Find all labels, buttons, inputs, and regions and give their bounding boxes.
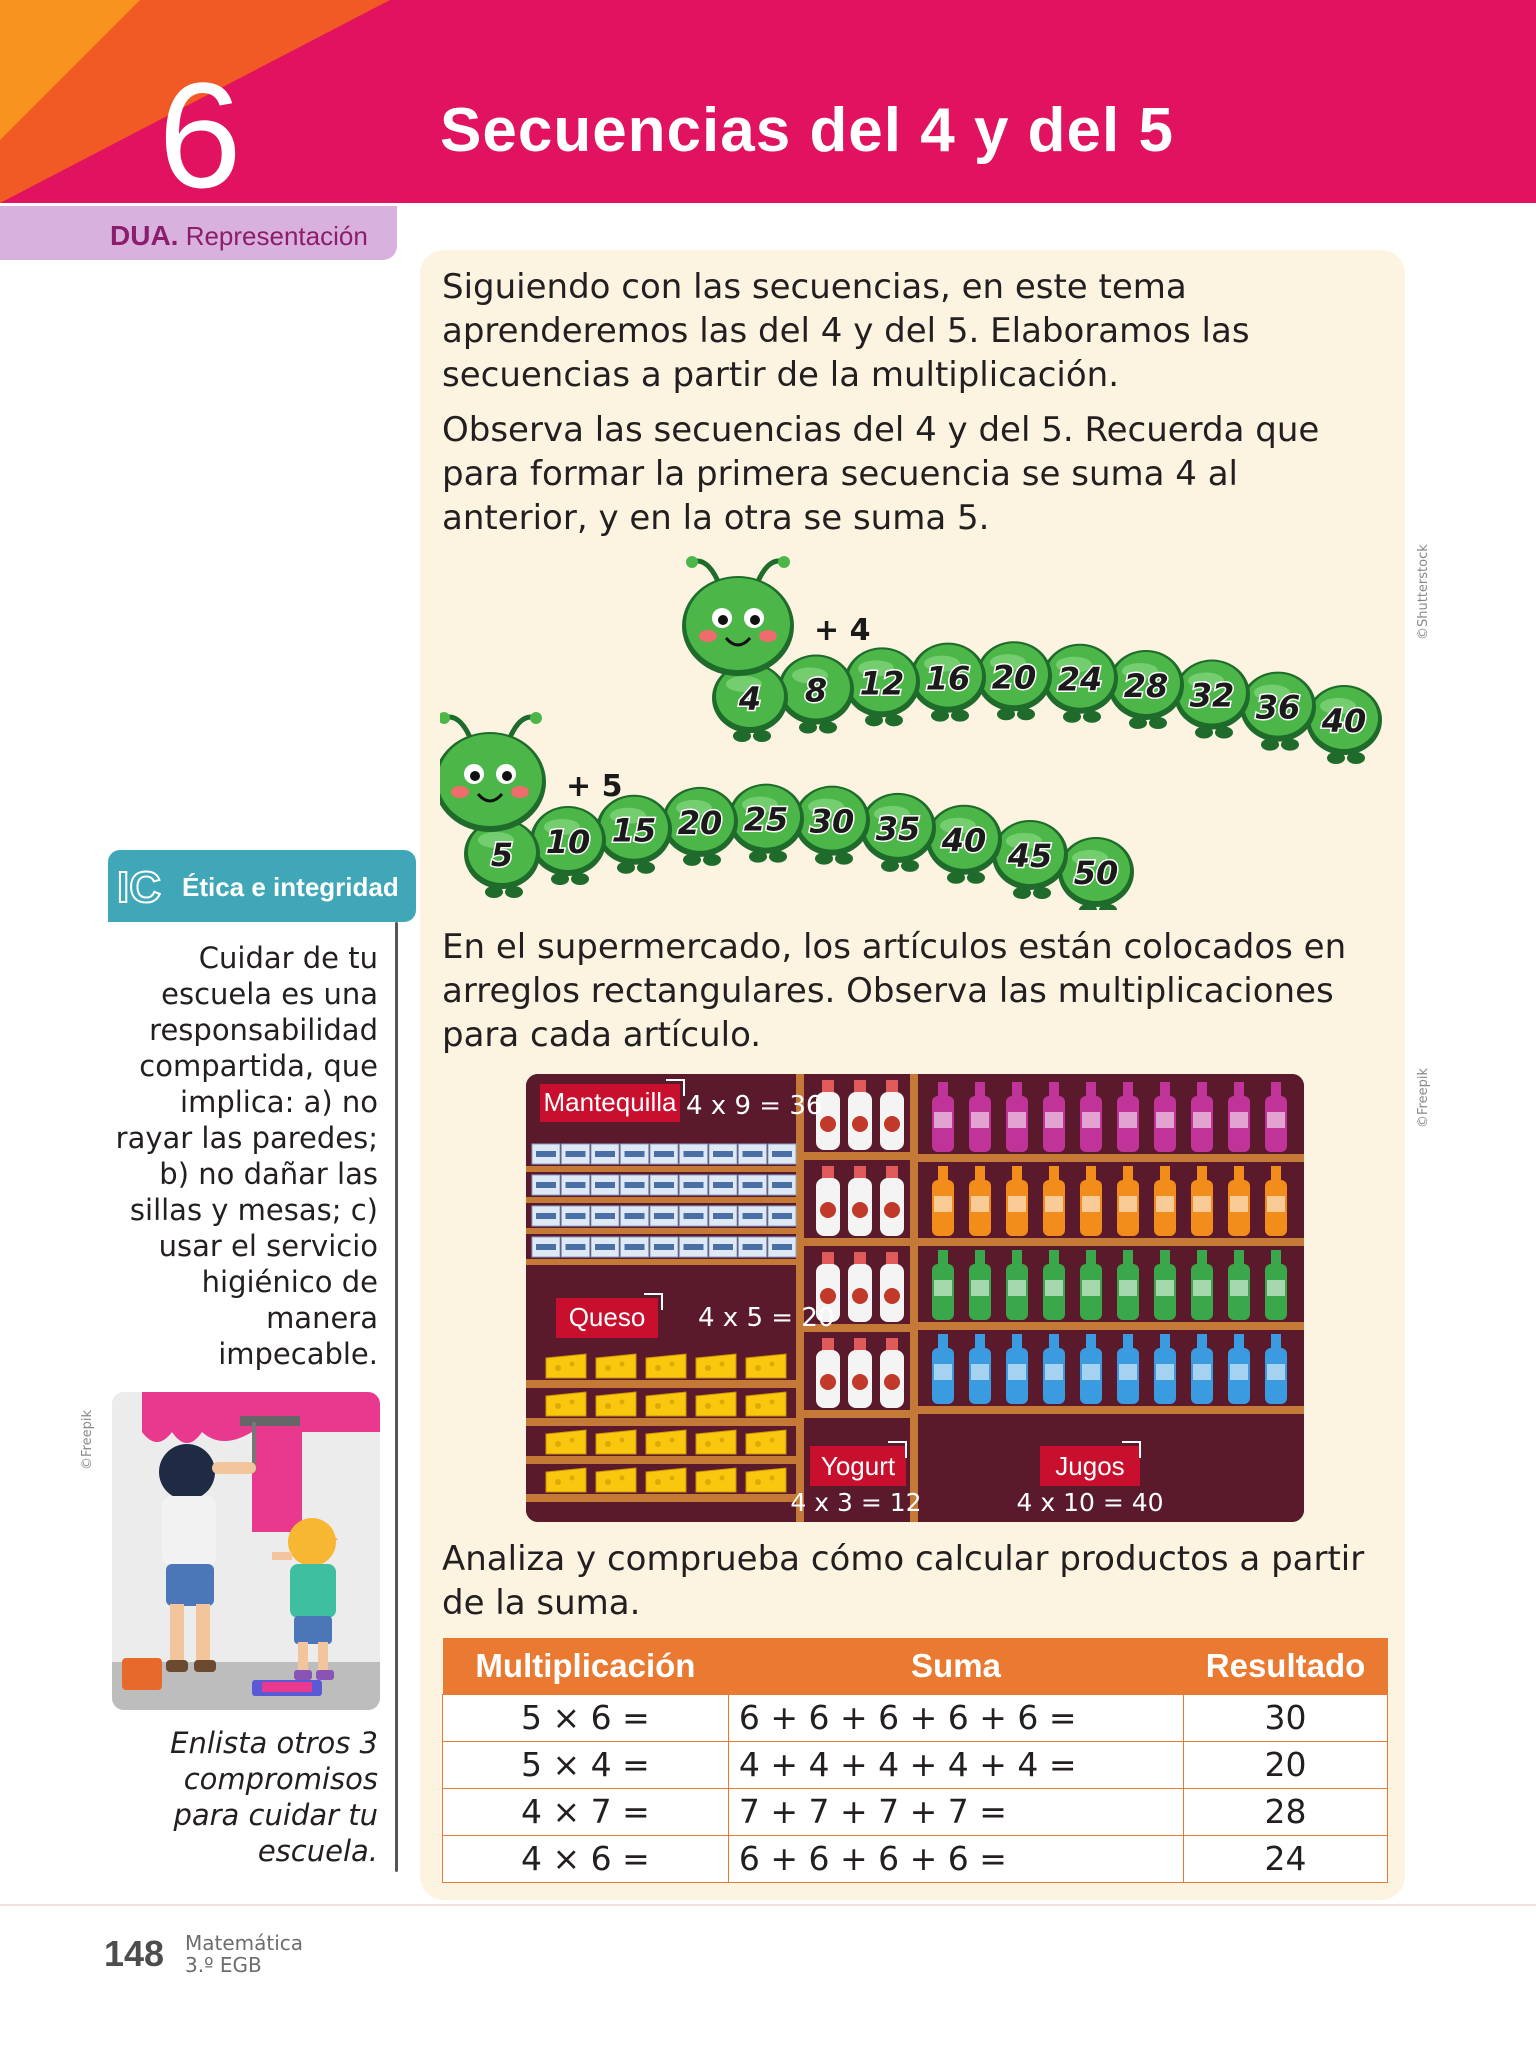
grade-name: 3.º EGB	[185, 1953, 262, 1977]
cell-multiplication: 4 × 6 =	[443, 1835, 729, 1882]
ethics-title: Ética e integridad	[182, 872, 399, 902]
caterpillar-segment	[1042, 644, 1118, 714]
caterpillar-segment	[844, 647, 920, 717]
caterpillar-number: 40	[1321, 702, 1367, 740]
caterpillar-segment	[1058, 837, 1134, 907]
footer-divider	[0, 1904, 1536, 1906]
table-row	[443, 1741, 1388, 1788]
cell-multiplication: 5 × 6 =	[443, 1694, 729, 1741]
multiplication-table	[442, 1638, 1388, 1883]
freepik-credit-left: ©Freepik	[80, 1410, 95, 1470]
step-label: + 4	[814, 613, 871, 648]
cell-result: 30	[1184, 1694, 1388, 1741]
caterpillar-number: 25	[743, 800, 789, 839]
header-multiplicacion: Multiplicación	[443, 1638, 729, 1694]
cell-multiplication: 4 × 7 =	[443, 1788, 729, 1835]
header-resultado: Resultado	[1184, 1638, 1388, 1694]
caterpillar-number: 5	[490, 836, 514, 874]
unit-header	[0, 0, 1536, 203]
intro-paragraph-1: Siguiendo con las secuencias, en este tema aprenderemos las del 4 y del 5. Elaboramos las secuencias a partir de la multiplicación.	[442, 267, 1250, 395]
caterpillar-segment	[926, 805, 1002, 875]
kids-painting-illustration	[112, 1392, 380, 1710]
caterpillar-segment	[728, 784, 804, 854]
page-title: Secuencias del 4 y del 5	[440, 96, 1174, 165]
caterpillar-segment	[530, 806, 606, 876]
ic-logo-text: IC	[117, 863, 161, 910]
eq-yogurt: 4 x 3 = 12	[790, 1488, 922, 1517]
caterpillar-number: 16	[925, 659, 971, 698]
table-row	[443, 1694, 1388, 1741]
caterpillar-segment	[860, 793, 936, 863]
eq-mantequilla: 4 x 9 = 36	[686, 1091, 823, 1121]
step-label: + 5	[566, 769, 623, 804]
caterpillar-number: 30	[809, 802, 855, 841]
header-suma: Suma	[728, 1638, 1183, 1694]
cell-sum: 6 + 6 + 6 + 6 + 6 =	[728, 1694, 1183, 1741]
page-number: 148	[104, 1933, 165, 1974]
caterpillar-segment	[662, 787, 738, 857]
label-queso: Queso	[568, 1302, 646, 1332]
unit-number: 6	[158, 51, 242, 203]
ethics-activity: Enlista otros 3 compromisos para cuidar tu escuela.	[170, 1726, 378, 1868]
subject-info	[185, 1932, 303, 1976]
shutterstock-credit: ©Shutterstock	[1416, 544, 1431, 640]
caterpillar-5	[440, 712, 1134, 910]
caterpillar-number: 28	[1123, 666, 1169, 705]
freepik-credit: ©Freepik	[1416, 1068, 1431, 1128]
supermarket-shelf-illustration	[526, 1074, 1304, 1522]
caterpillar-number: 35	[875, 809, 921, 848]
caterpillar-segment	[778, 654, 854, 724]
caterpillar-number: 15	[611, 811, 657, 850]
dua-text: Representación	[185, 221, 368, 251]
caterpillar-number: 20	[991, 658, 1037, 697]
cell-result: 24	[1184, 1835, 1388, 1882]
supermarket-paragraph: En el supermercado, los artículos están colocados en arreglos rectangulares. Observa las multiplicaciones para cada artículo.	[442, 927, 1347, 1055]
cell-result: 20	[1184, 1741, 1388, 1788]
table-row	[443, 1788, 1388, 1835]
cell-sum: 4 + 4 + 4 + 4 + 4 =	[728, 1741, 1183, 1788]
header-yellow-band	[0, 0, 140, 140]
ethics-side-rule	[395, 922, 398, 1872]
caterpillar-head	[440, 712, 546, 832]
caterpillar-number: 50	[1073, 854, 1119, 892]
caterpillar-segment	[794, 786, 870, 856]
ethics-tab	[108, 850, 416, 922]
caterpillar-4	[682, 556, 1382, 764]
cell-multiplication: 5 × 4 =	[443, 1741, 729, 1788]
label-jugos: Jugos	[1055, 1451, 1125, 1481]
caterpillar-number: 32	[1189, 676, 1235, 715]
caterpillar-number: 24	[1057, 660, 1103, 699]
caterpillar-segment	[1108, 650, 1184, 720]
label-yogurt: Yogurt	[820, 1451, 896, 1481]
subject-name: Matemática	[185, 1931, 304, 1955]
caterpillar-segment	[1306, 685, 1382, 755]
caterpillar-number: 40	[941, 821, 987, 860]
table-row	[443, 1835, 1388, 1882]
caterpillar-segment	[596, 795, 672, 865]
intro-paragraph-2: Observa las secuencias del 4 y del 5. Recuerda que para formar la primera secuencia se suma 4 al anterior, y en la otra se suma 5.	[442, 410, 1320, 538]
caterpillar-number: 36	[1255, 688, 1301, 727]
caterpillar-segment	[976, 641, 1052, 711]
eq-queso: 4 x 5 = 20	[698, 1303, 835, 1333]
table-header-row	[443, 1638, 1388, 1694]
ethics-body: Cuidar de tu escuela es una responsabilidad compartida, que implica: a) no rayar las paredes; b) no dañar las sillas y mesas; c) usar el servicio higiénico de manera impecable.	[115, 941, 378, 1371]
caterpillar-segment	[992, 820, 1068, 890]
caterpillar-illustration	[440, 548, 1390, 910]
caterpillar-number: 45	[1007, 836, 1053, 875]
caterpillar-number: 20	[677, 803, 723, 842]
label-mantequilla: Mantequilla	[543, 1087, 677, 1117]
caterpillar-number: 10	[545, 822, 591, 861]
dua-tab	[0, 206, 397, 260]
eq-jugos: 4 x 10 = 40	[1016, 1488, 1164, 1517]
caterpillar-segment	[1174, 660, 1250, 730]
cell-sum: 7 + 7 + 7 + 7 =	[728, 1788, 1183, 1835]
caterpillar-segment	[1240, 672, 1316, 742]
analysis-paragraph: Analiza y comprueba cómo calcular productos a partir de la suma.	[442, 1539, 1365, 1623]
ic-logo-icon	[108, 862, 170, 910]
dua-label: DUA.	[110, 220, 179, 251]
caterpillar-head	[682, 556, 794, 676]
caterpillar-number: 4	[738, 680, 762, 718]
caterpillar-segment	[910, 643, 986, 713]
cell-sum: 6 + 6 + 6 + 6 =	[728, 1835, 1183, 1882]
caterpillar-number: 8	[804, 671, 828, 710]
caterpillar-number: 12	[859, 664, 905, 703]
cell-result: 28	[1184, 1788, 1388, 1835]
